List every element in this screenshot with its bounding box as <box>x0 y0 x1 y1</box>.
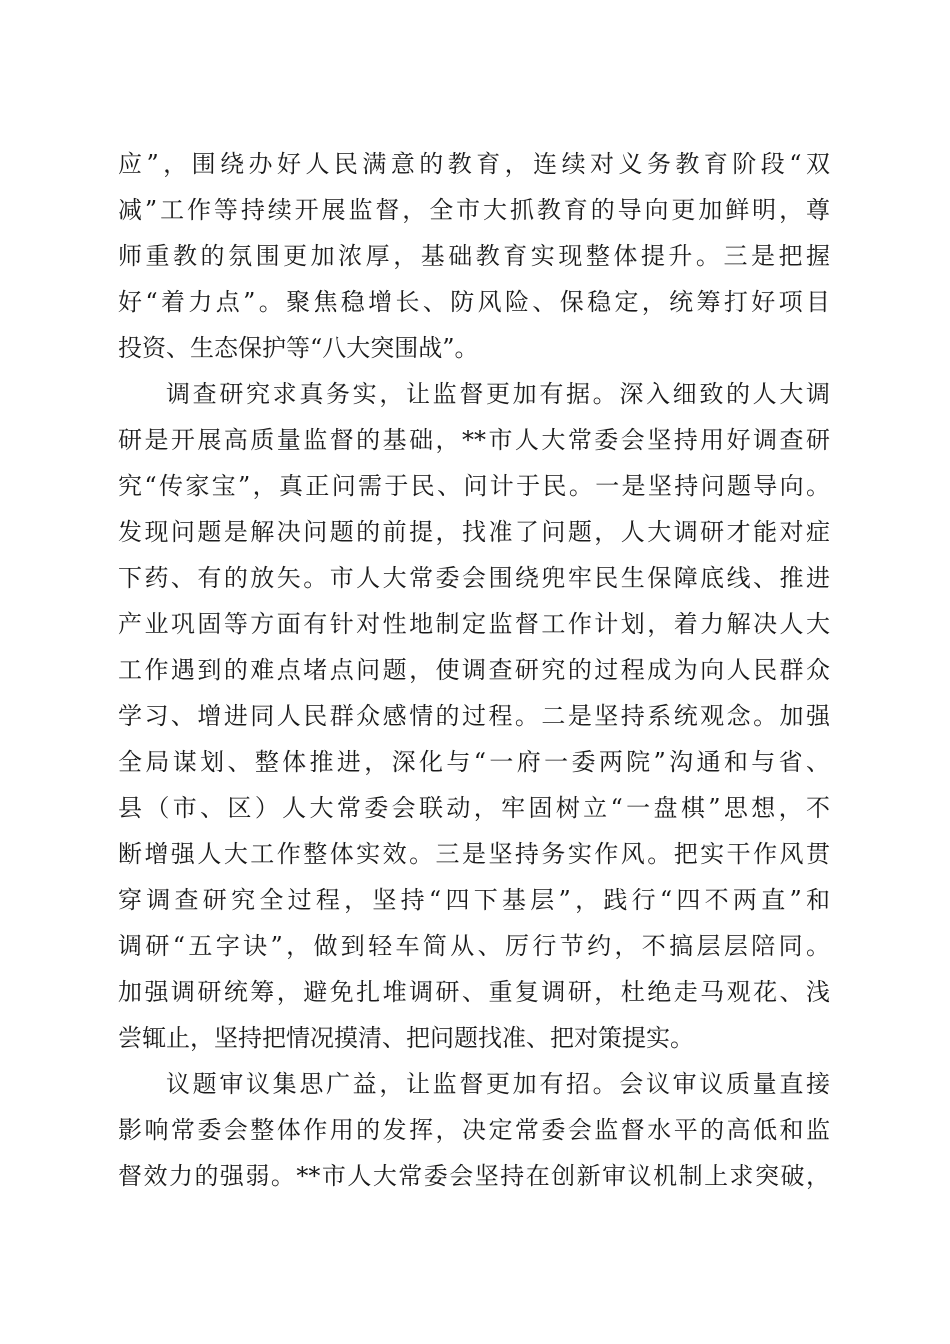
text-line: 研是开展高质量监督的基础，**市人大常委会坚持用好调查研 <box>118 426 830 454</box>
text-line: 县（市、区）人大常委会联动，牢固树立“一盘棋”思想，不 <box>118 794 830 822</box>
text-line: 下药、有的放矢。市人大常委会围绕兜牢民生保障底线、推进 <box>118 564 830 592</box>
text-line: 产业巩固等方面有针对性地制定监督工作计划，着力解决人大 <box>118 610 830 638</box>
text-line: 穿调查研究全过程，坚持“四下基层”，践行“四不两直”和 <box>118 886 830 914</box>
text-line: 调研“五字诀”，做到轻车简从、厉行节约，不搞层层陪同。 <box>118 932 830 960</box>
text-line: 应”，围绕办好人民满意的教育，连续对义务教育阶段“双 <box>118 150 830 178</box>
text-line: 尝辄止，坚持把情况摸清、把问题找准、把对策提实。 <box>118 1024 694 1052</box>
text-line: 发现问题是解决问题的前提，找准了问题，人大调研才能对症 <box>118 518 830 546</box>
text-line: 断增强人大工作整体实效。三是坚持务实作风。把实干作风贯 <box>118 840 830 868</box>
text-line: 议题审议集思广益，让监督更加有招。会议审议质量直接 <box>166 1070 830 1098</box>
text-line: 减”工作等持续开展监督，全市大抓教育的导向更加鲜明，尊 <box>118 196 830 224</box>
text-line: 加强调研统筹，避免扎堆调研、重复调研，杜绝走马观花、浅 <box>118 978 830 1006</box>
text-line: 督效力的强弱。**市人大常委会坚持在创新审议机制上求突破， <box>118 1162 830 1190</box>
text-line: 好“着力点”。聚焦稳增长、防风险、保稳定，统筹打好项目 <box>118 288 830 316</box>
text-line: 学习、增进同人民群众感情的过程。二是坚持系统观念。加强 <box>118 702 830 730</box>
text-line: 调查研究求真务实，让监督更加有据。深入细致的人大调 <box>166 380 830 408</box>
text-line: 师重教的氛围更加浓厚，基础教育实现整体提升。三是把握 <box>118 242 830 270</box>
text-line: 全局谋划、整体推进，深化与“一府一委两院”沟通和与省、 <box>118 748 830 776</box>
text-line: 究“传家宝”，真正问需于民、问计于民。一是坚持问题导向。 <box>118 472 830 500</box>
text-line: 投资、生态保护等“八大突围战”。 <box>118 334 479 362</box>
text-line: 影响常委会整体作用的发挥，决定常委会监督水平的高低和监 <box>118 1116 830 1144</box>
text-line: 工作遇到的难点堵点问题，使调查研究的过程成为向人民群众 <box>118 656 830 684</box>
